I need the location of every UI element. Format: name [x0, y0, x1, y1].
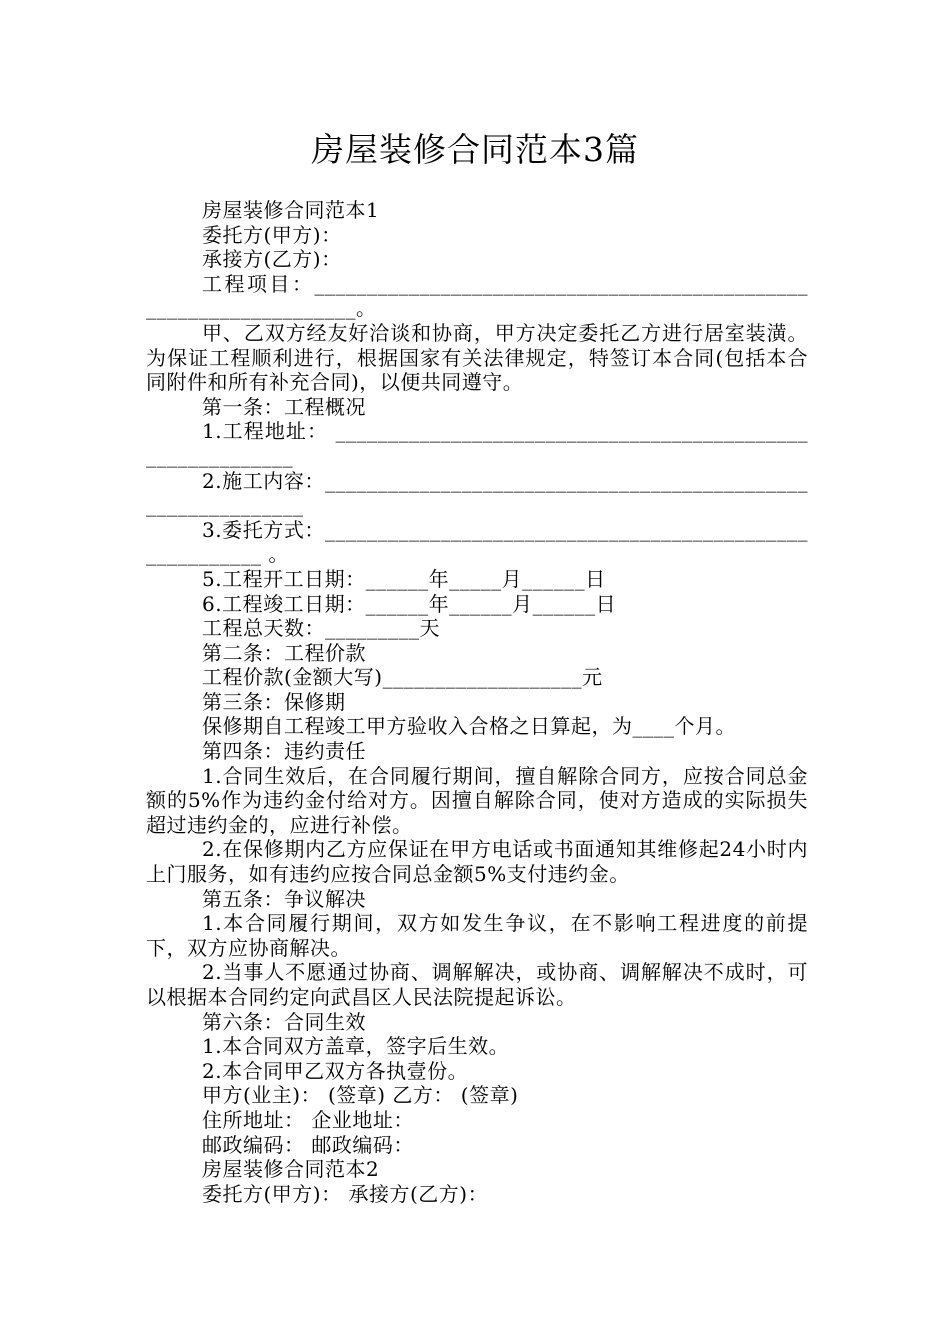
- clause-heading: 第五条：争议解决: [202, 886, 366, 911]
- paragraph: 1.本合同履行期间，双方如发生争议，在不影响工程进度的前提下，双方应协商解决。: [146, 911, 808, 960]
- paragraph: 委托方(甲方)：: [202, 222, 342, 247]
- paragraph: 工程总天数：_________天: [202, 616, 440, 641]
- paragraph: 3.委托方式：_________________________________________________________ 。: [146, 517, 808, 567]
- paragraph: 工程项目：___________________________________________________________________。: [146, 271, 808, 321]
- document-title: 房屋装修合同范本3篇: [311, 130, 639, 169]
- paragraph: 2.施工内容：_____________________________________________________________: [146, 468, 808, 518]
- postcode-line: 邮政编码： 邮政编码：: [202, 1132, 414, 1157]
- paragraph: 甲、乙双方经友好洽谈和协商，甲方决定委托乙方进行居室装潢。为保证工程顺利进行，根据国家有关法律规定，特签订本合同(包括本合同附件和所有补充合同)，以便共同遵守。: [146, 320, 808, 395]
- clause-heading: 第四条：违约责任: [202, 739, 366, 764]
- paragraph: 1.本合同双方盖章，签字后生效。: [202, 1034, 510, 1059]
- clause-heading: 第一条：工程概况: [202, 394, 366, 419]
- signature-line: 甲方(业主)： (签章) 乙方： (签章): [202, 1083, 519, 1108]
- paragraph: 1.合同生效后，在合同履行期间，擅自解除合同方，应按合同总金额的5%作为违约金付给对方。因擅自解除合同，使对方造成的实际损失超过违约金的，应进行补偿。: [146, 763, 808, 837]
- paragraph: 承接方(乙方)：: [202, 247, 342, 272]
- paragraph: 6.工程竣工日期：______年______月______日: [202, 591, 617, 616]
- section-heading: 房屋装修合同范本1: [202, 198, 380, 222]
- clause-heading: 第六条：合同生效: [202, 1009, 366, 1034]
- paragraph: 保修期自工程竣工甲方验收入合格之日算起，为____个月。: [202, 714, 736, 739]
- paragraph: 5.工程开工日期：______年_____月______日: [202, 566, 606, 591]
- paragraph: 委托方(甲方)： 承接方(乙方)：: [202, 1181, 489, 1206]
- document-body: [146, 198, 808, 1206]
- clause-heading: 第二条：工程价款: [202, 640, 366, 665]
- clause-heading: 第三条：保修期: [202, 689, 346, 714]
- paragraph: 1.工程地址： ___________________________________________________________: [146, 419, 808, 468]
- paragraph: 工程价款(金额大写)___________________元: [202, 665, 603, 690]
- section-heading: 房屋装修合同范本2: [202, 1157, 380, 1182]
- paragraph: 2.当事人不愿通过协商、调解解决，或协商、调解解决不成时，可以根据本合同约定向武昌区人民法院提起诉讼。: [146, 960, 808, 1009]
- paragraph: 2.本合同甲乙双方各执壹份。: [202, 1058, 469, 1083]
- paragraph: 2.在保修期内乙方应保证在甲方电话或书面通知其维修起24小时内上门服务，如有违约应按合同总金额5%支付违约金。: [146, 837, 808, 887]
- address-line: 住所地址： 企业地址：: [202, 1107, 414, 1132]
